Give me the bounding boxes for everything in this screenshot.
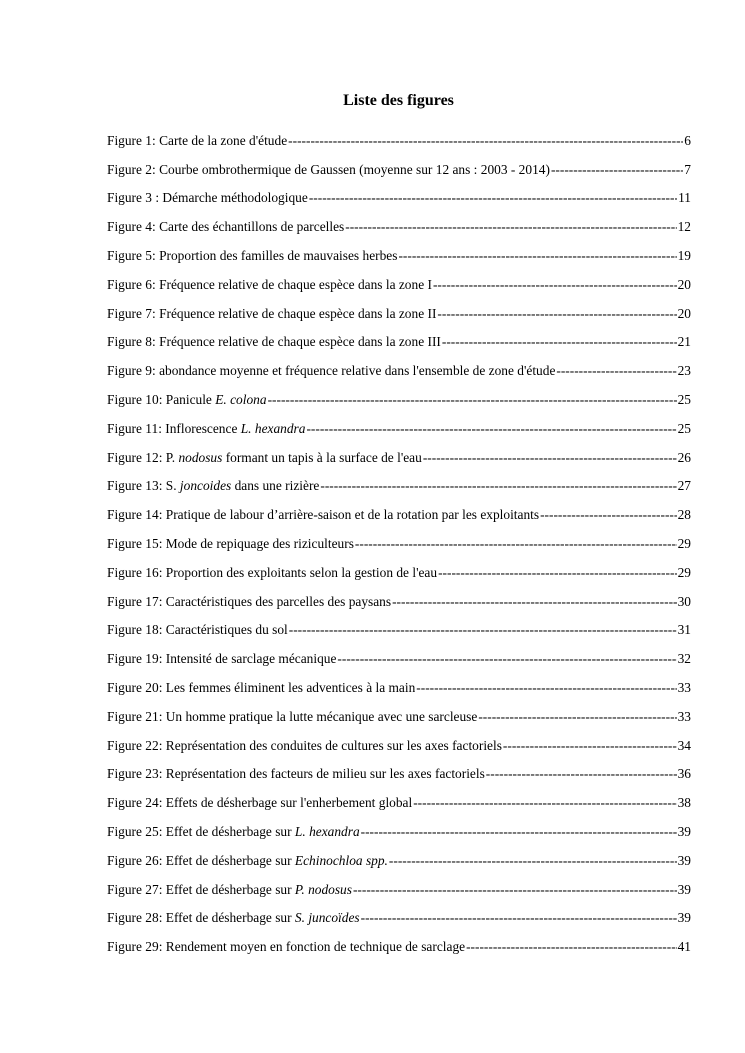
dot-leader — [503, 737, 677, 755]
figure-caption — [107, 132, 287, 150]
page-number: 41 — [677, 939, 691, 955]
dot-leader — [289, 621, 677, 639]
figure-list-entry[interactable] — [107, 755, 691, 784]
caption-text: Figure 26: Effet de désherbage sur — [107, 852, 295, 868]
caption-text-suffix: dans une rizière — [231, 478, 320, 494]
dot-leader — [423, 449, 677, 467]
dot-leader — [540, 506, 677, 524]
figure-list-entry[interactable] — [107, 495, 691, 524]
dot-leader — [306, 420, 676, 438]
dot-leader — [466, 938, 677, 956]
dot-leader — [413, 794, 676, 812]
figure-list-entry[interactable] — [107, 639, 691, 668]
caption-text: Figure 19: Intensité de sarclage mécanique — [107, 651, 337, 667]
figure-list-entry[interactable] — [107, 150, 691, 179]
figure-list-entry[interactable] — [107, 121, 691, 150]
page-number: 31 — [677, 622, 691, 638]
caption-text: Figure 7: Fréquence relative de chaque espèce dans la zone II — [107, 305, 437, 321]
page-number: 39 — [677, 823, 691, 839]
figure-list-entry[interactable] — [107, 927, 691, 956]
page-number: 20 — [677, 305, 691, 321]
figure-list-entry[interactable] — [107, 697, 691, 726]
dot-leader — [398, 247, 676, 265]
dot-leader — [478, 708, 676, 726]
figure-caption — [107, 737, 502, 755]
figure-caption — [107, 477, 319, 495]
dot-leader — [392, 593, 677, 611]
figure-caption — [107, 333, 441, 351]
figure-caption — [107, 391, 267, 409]
dot-leader — [433, 276, 677, 294]
figure-list-entry[interactable] — [107, 783, 691, 812]
caption-species-italic: L. hexandra — [294, 823, 360, 839]
dot-leader — [355, 535, 677, 553]
page-number: 36 — [677, 766, 691, 782]
page-number: 20 — [677, 276, 691, 292]
caption-text: Figure 23: Représentation des facteurs de milieu sur les axes factoriels — [107, 766, 485, 782]
page-number: 38 — [677, 795, 691, 811]
caption-species-italic: nodosus — [178, 449, 223, 465]
figure-caption — [107, 909, 360, 927]
caption-text: Figure 29: Rendement moyen en fonction de technique de sarclage — [107, 939, 466, 955]
figure-list-entry[interactable] — [107, 351, 691, 380]
caption-species-italic: Echinochloa spp. — [294, 852, 388, 868]
caption-text: Figure 15: Mode de repiquage des riziculteurs — [107, 535, 354, 551]
caption-text: Figure 3 : Démarche méthodologique — [107, 190, 308, 206]
page-number: 33 — [677, 679, 691, 695]
caption-text: Figure 25: Effet de désherbage sur — [107, 823, 295, 839]
figure-caption — [107, 679, 415, 697]
page-number: 26 — [677, 449, 691, 465]
figure-list-entry[interactable] — [107, 668, 691, 697]
caption-text: Figure 22: Représentation des conduites de cultures sur les axes factoriels — [107, 737, 502, 753]
figure-list-entry[interactable] — [107, 467, 691, 496]
dot-leader — [442, 333, 677, 351]
figure-caption — [107, 161, 550, 179]
caption-text: Figure 8: Fréquence relative de chaque espèce dans la zone III — [107, 334, 441, 350]
caption-text: Figure 18: Caractéristiques du sol — [107, 622, 288, 638]
figure-caption — [107, 189, 308, 207]
caption-text: Figure 11: Inflorescence — [107, 420, 241, 436]
page-number: 34 — [677, 737, 691, 753]
dot-leader — [361, 823, 677, 841]
figure-caption — [107, 362, 555, 380]
figure-caption — [107, 881, 352, 899]
caption-species-italic: L. hexandra — [240, 420, 306, 436]
caption-text: Figure 2: Courbe ombrothermique de Gaussen (moyenne sur 12 ans : 2003 - 2014) — [107, 161, 550, 177]
page-number: 11 — [678, 190, 691, 206]
page-number: 29 — [677, 564, 691, 580]
figure-list-entry[interactable] — [107, 265, 691, 294]
page-number: 6 — [684, 132, 691, 148]
dot-leader — [309, 189, 677, 207]
caption-text: Figure 16: Proportion des exploitants selon la gestion de l'eau — [107, 564, 438, 580]
figure-list-entry[interactable] — [107, 380, 691, 409]
caption-text: Figure 13: S. — [107, 478, 180, 494]
caption-text: Figure 12: P. — [107, 449, 179, 465]
figure-list-entry[interactable] — [107, 409, 691, 438]
page-number: 12 — [677, 219, 691, 235]
figure-list-entry[interactable] — [107, 236, 691, 265]
figure-caption — [107, 650, 336, 668]
page-number: 25 — [677, 391, 691, 407]
figure-list-entry[interactable] — [107, 726, 691, 755]
dot-leader — [551, 161, 683, 179]
page-number: 7 — [684, 161, 691, 177]
dot-leader — [353, 881, 677, 899]
figure-list — [107, 121, 691, 956]
figure-caption — [107, 938, 465, 956]
caption-text: Figure 14: Pratique de labour d’arrière-saison et de la rotation par les exploitants — [107, 507, 540, 523]
caption-species-italic: joncoides — [179, 478, 232, 494]
caption-text: Figure 17: Caractéristiques des parcelles des paysans — [107, 593, 392, 609]
caption-text: Figure 27: Effet de désherbage sur — [107, 881, 295, 897]
caption-species-italic: S. juncoïdes — [294, 910, 360, 926]
dot-leader — [416, 679, 676, 697]
figure-list-entry[interactable] — [107, 179, 691, 208]
caption-text: Figure 10: Panicule — [107, 391, 216, 407]
figure-list-entry[interactable] — [107, 841, 691, 870]
dot-leader — [486, 765, 677, 783]
figure-caption — [107, 621, 288, 639]
figure-caption — [107, 794, 412, 812]
page-title: Liste des figures — [343, 92, 454, 109]
dot-leader — [288, 132, 683, 150]
dot-leader — [389, 852, 677, 870]
caption-text: Figure 5: Proportion des familles de mauvaises herbes — [107, 247, 398, 263]
figure-list-entry[interactable] — [107, 582, 691, 611]
figure-list-entry[interactable] — [107, 524, 691, 553]
figure-caption — [107, 449, 422, 467]
figure-caption — [107, 535, 354, 553]
caption-text-suffix: formant un tapis à la surface de l'eau — [222, 449, 422, 465]
page-number: 28 — [677, 507, 691, 523]
figure-list-entry[interactable] — [107, 553, 691, 582]
dot-leader — [268, 391, 677, 409]
figure-list-entry[interactable] — [107, 438, 691, 467]
page-number: 39 — [677, 881, 691, 897]
figure-caption — [107, 276, 432, 294]
caption-species-italic: E. colona — [215, 391, 267, 407]
caption-text: Figure 21: Un homme pratique la lutte mécanique avec une sarcleuse — [107, 708, 478, 724]
page-number: 39 — [677, 852, 691, 868]
page-number: 19 — [677, 247, 691, 263]
page-number: 23 — [677, 363, 691, 379]
figure-list-entry[interactable] — [107, 207, 691, 236]
caption-text: Figure 4: Carte des échantillons de parcelles — [107, 219, 345, 235]
figure-list-entry[interactable] — [107, 812, 691, 841]
caption-text: Figure 1: Carte de la zone d'étude — [107, 132, 288, 148]
figure-caption — [107, 708, 477, 726]
caption-species-italic: P. nodosus — [294, 881, 352, 897]
page-number: 30 — [677, 593, 691, 609]
dot-leader — [337, 650, 676, 668]
caption-text: Figure 20: Les femmes éliminent les adventices à la main — [107, 679, 416, 695]
figure-list-entry[interactable] — [107, 323, 691, 352]
dot-leader — [361, 909, 677, 927]
dot-leader — [320, 477, 676, 495]
caption-text: Figure 28: Effet de désherbage sur — [107, 910, 295, 926]
caption-text: Figure 9: abondance moyenne et fréquence relative dans l'ensemble de zone d'étude — [107, 363, 556, 379]
figure-list-entry[interactable] — [107, 611, 691, 640]
caption-text: Figure 6: Fréquence relative de chaque espèce dans la zone I — [107, 276, 432, 292]
page-number: 25 — [677, 420, 691, 436]
dot-leader — [556, 362, 676, 380]
figure-caption — [107, 506, 539, 524]
page-number: 32 — [677, 651, 691, 667]
figure-caption — [107, 420, 305, 438]
figure-caption — [107, 218, 344, 236]
dot-leader — [438, 564, 677, 582]
page-number: 39 — [677, 910, 691, 926]
page-number: 33 — [677, 708, 691, 724]
figure-list-entry[interactable] — [107, 899, 691, 928]
figure-caption — [107, 305, 436, 323]
figure-caption — [107, 852, 388, 870]
figure-list-entry[interactable] — [107, 870, 691, 899]
figure-caption — [107, 247, 397, 265]
page-number: 21 — [677, 334, 691, 350]
caption-text: Figure 24: Effets de désherbage sur l'enherbement global — [107, 795, 413, 811]
figure-caption — [107, 765, 485, 783]
dot-leader — [345, 218, 676, 236]
page-number: 27 — [677, 478, 691, 494]
figure-caption — [107, 823, 360, 841]
figure-list-entry[interactable] — [107, 294, 691, 323]
figure-caption — [107, 564, 437, 582]
figure-caption — [107, 593, 391, 611]
dot-leader — [437, 305, 676, 323]
page-number: 29 — [677, 535, 691, 551]
